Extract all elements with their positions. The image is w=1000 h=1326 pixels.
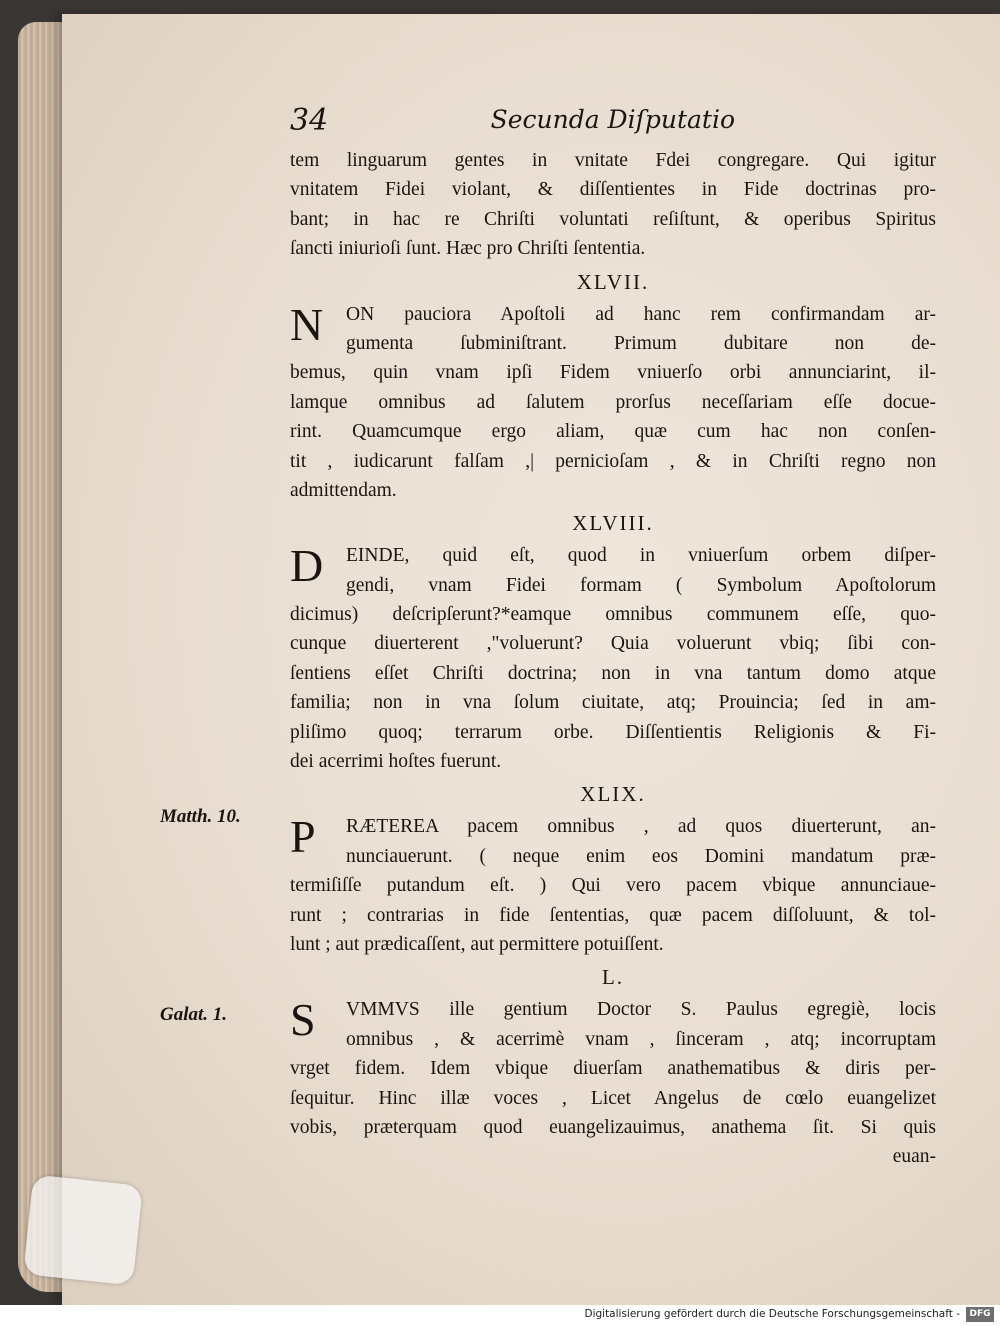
section-heading-49: XLIX. — [580, 782, 646, 807]
catchword: euan- — [892, 1146, 936, 1168]
text-line: admittendam. — [290, 479, 397, 501]
text-line: RÆTEREA pacem omnibus , ad quos diuerterunt, an- — [346, 816, 936, 838]
section-heading-48: XLVIII. — [572, 511, 654, 536]
text-line: gumenta ſubminiſtrant. Primum dubitare non de- — [346, 332, 936, 354]
running-title: Secunda Diſputatio — [490, 105, 735, 134]
text-line: omnibus , & acerrimè vnam , ſinceram , atq; incorruptam — [346, 1028, 936, 1050]
text-line: EINDE, quid eſt, quod in vniuerſum orbem diſper- — [346, 545, 936, 567]
text-line: rint. Quamcumque ergo aliam, quæ cum hac non conſen- — [290, 421, 936, 443]
paragraph-49 — [290, 812, 936, 959]
margin-note-galatians: Galat. 1. — [160, 1004, 228, 1025]
text-line: tit , iudicarunt falſam ,| pernicioſam , & in Chriſti regno non — [290, 450, 936, 472]
text-line: VMMVS ille gentium Doctor S. Paulus egregiè, locis — [346, 999, 936, 1021]
text-line: gendi, vnam Fidei formam ( Symbolum Apoſtolorum — [346, 574, 936, 596]
footer-bar — [0, 1305, 1000, 1326]
text-line: vrget fidem. Idem vbique diuerſam anathematibus & diris per- — [290, 1058, 936, 1080]
text-line: ſequitur. Hinc illæ voces , Licet Angelus de cœlo euangelizet — [290, 1087, 936, 1109]
section-heading-47: XLVII. — [576, 269, 650, 294]
text-line: dei acerrimi hoſtes fuerunt. — [290, 751, 502, 773]
text-line: bant; in hac re Chriſti voluntati reſiſtunt, & operibus Spiritus — [290, 208, 936, 230]
main-text — [290, 146, 936, 1172]
text-line: vobis, præterquam quod euangelizauimus, anathema ſit. Si quis — [290, 1116, 936, 1138]
dfg-logo: DFG — [966, 1307, 994, 1322]
page-clip — [23, 1175, 143, 1286]
drop-cap: N — [290, 299, 324, 350]
text-line: nunciauerunt. ( neque enim eos Domini mandatum præ- — [346, 845, 936, 867]
text-line: termiſiſſe putandum eſt. ) Qui vero pacem vbique annunciaue- — [290, 875, 936, 897]
drop-cap: D — [290, 541, 324, 592]
drop-cap: S — [290, 995, 316, 1046]
page-header — [290, 103, 735, 143]
funding-credit: Digitalisierung gefördert durch die Deutsche Forschungsgemeinschaft - — [584, 1308, 960, 1320]
text-line: runt ; contrarias in fide ſententias, quæ pacem diſſoluunt, & tol- — [290, 904, 936, 926]
text-line: tem linguarum gentes in vnitate Fdei congregare. Qui igitur — [290, 150, 936, 171]
paragraph-50 — [290, 995, 936, 1142]
paragraph-47 — [290, 300, 936, 506]
text-line: cunque diuerterent ,"voluerunt? Quia voluerunt vbiq; ſibi con- — [290, 633, 936, 655]
text-line: ON pauciora Apoſtoli ad hanc rem confirmandam ar- — [346, 303, 936, 325]
text-line: ſentiens eſſet Chriſti doctrina; non in vna tantum domo atque — [290, 662, 936, 684]
section-heading-50: L. — [601, 965, 625, 990]
text-line: dicimus) deſcripſerunt?*eamque omnibus communem eſſe, quo- — [290, 604, 936, 626]
text-line: bemus, quin vnam ipſi Fidem vniuerſo orbi annunciarint, il- — [290, 362, 936, 384]
margin-note-matthew: Matth. 10. — [160, 806, 241, 827]
text-line: lunt ; aut prædicaſſent, aut permittere potuiſſent. — [290, 933, 664, 955]
drop-cap: P — [290, 812, 316, 863]
text-line: lamque omnibus ad ſalutem prorſus neceſſariam eſſe docue- — [290, 391, 936, 413]
page-number: 34 — [290, 103, 329, 138]
text-line: ſancti iniurioſi ſunt. Hæc pro Chriſti ſententia. — [290, 238, 646, 260]
text-line: vnitatem Fidei violant, & diſſentientes in Fide doctrinas pro- — [290, 179, 936, 201]
paragraph-48 — [290, 541, 936, 776]
text-line: pliſimo quoq; terrarum orbe. Diſſentientis Religionis & Fi- — [290, 721, 936, 743]
text-line: familia; non in vna ſolum ciuitate, atq; Prouincia; ſed in am- — [290, 692, 936, 714]
